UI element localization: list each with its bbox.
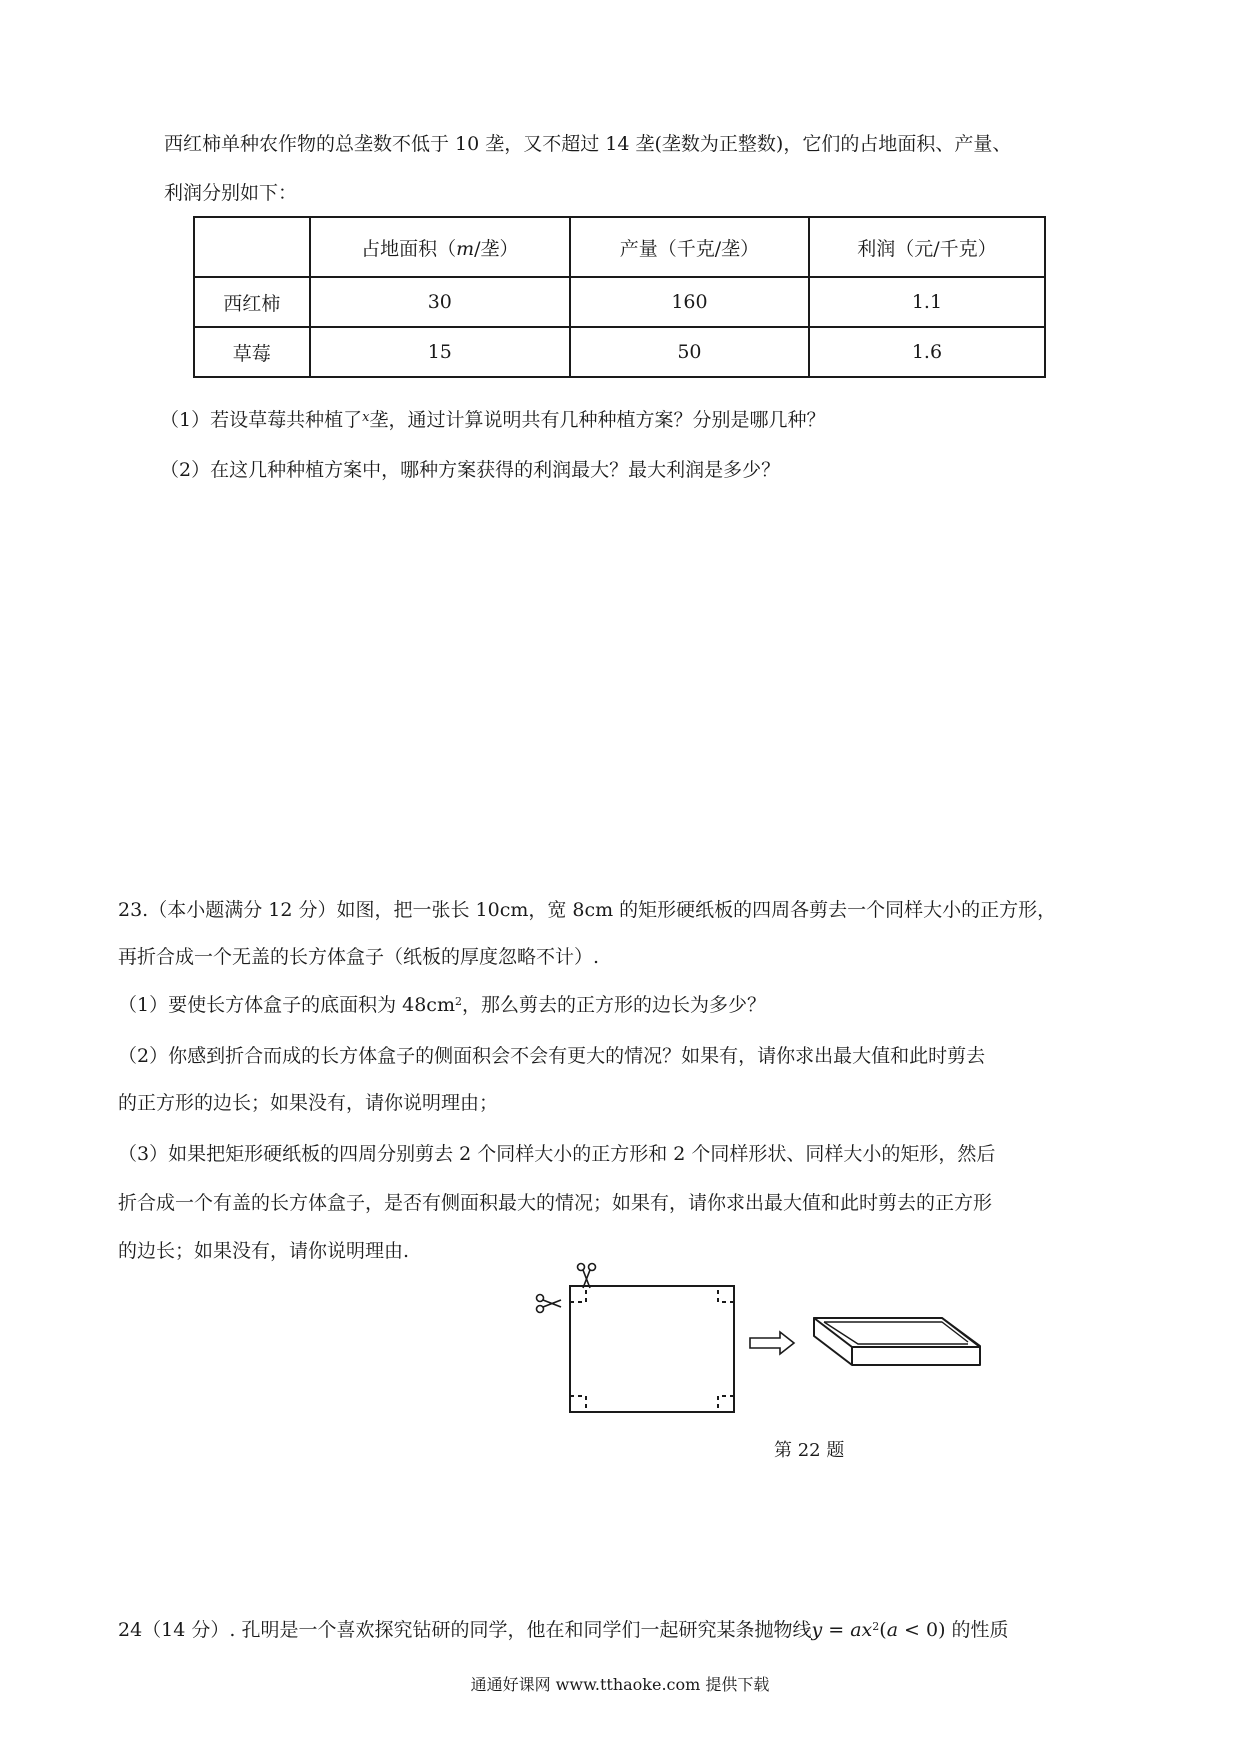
table-header-empty: [194, 217, 310, 277]
scissors-icon-top: [578, 1264, 596, 1289]
right-arrow-icon: [750, 1332, 794, 1354]
q23-sub-1-sup: 2: [454, 995, 462, 1008]
table-cell: 160: [570, 277, 809, 327]
table-row-tomato: [194, 277, 1045, 327]
table-cell: 西红柿: [194, 277, 310, 327]
q22-part-1: [160, 406, 825, 432]
q23-sub-2-line-2: 的正方形的边长；如果没有，请你说明理由；: [118, 1092, 499, 1114]
table-cell: 1.1: [809, 277, 1045, 327]
q22-part-1-post: 垄，通过计算说明共有几种种植方案？分别是哪几种？: [369, 409, 826, 431]
intro-line-2: 利润分别如下：: [164, 182, 298, 204]
q23-stem-line-2: 再折合成一个无盖的长方体盒子（纸板的厚度忽略不计）.: [118, 946, 600, 968]
box-folding-figure: [528, 1262, 1048, 1427]
q22-part-1-pre: （1）若设草莓共种植了: [160, 409, 363, 431]
table-header-profit: 利润（元/千克）: [809, 217, 1045, 277]
formula-cond-a: a: [886, 1619, 899, 1641]
formula-y: y: [811, 1619, 823, 1641]
q22-variable-x: x: [362, 410, 370, 425]
q24-stem: [118, 1618, 1009, 1642]
q23-sub-1: [118, 993, 766, 1017]
table-cell: 草莓: [194, 327, 310, 377]
open-box-drawing: [814, 1318, 980, 1365]
table-cell: 1.6: [809, 327, 1045, 377]
table-row-strawberry: [194, 327, 1045, 377]
q22-part-2: （2）在这几种种植方案中，哪种方案获得的利润最大？最大利润是多少？: [160, 459, 781, 481]
table-cell: 15: [310, 327, 570, 377]
formula-sup: 2: [872, 1620, 880, 1633]
header-area-suffix: /垄）: [474, 237, 519, 260]
q23-sub-2-line-1: （2）你感到折合而成的长方体盒子的侧面积会不会有更大的情况？如果有，请你求出最大值和此时剪去: [118, 1045, 986, 1067]
table-header-yield: 产量（千克/垄）: [570, 217, 809, 277]
q23-sub-3-line-2: 折合成一个有盖的长方体盒子，是否有侧面积最大的情况；如果有，请你求出最大值和此时剪去的正方形: [118, 1192, 993, 1214]
q23-sub-3-line-1: （3）如果把矩形硬纸板的四周分别剪去 2 个同样大小的正方形和 2 个同样形状、同样大小的矩形，然后: [118, 1143, 996, 1165]
table-header-area: [310, 217, 570, 277]
corner-cut-marks: [570, 1286, 734, 1412]
formula-paren: (: [879, 1619, 887, 1641]
q23-stem-line-1: 23.（本小题满分 12 分）如图，把一张长 10cm，宽 8cm 的矩形硬纸板的四周各剪去一个同样大小的正方形，: [118, 899, 1057, 921]
q24-stem-pre: 24（14 分）. 孔明是一个喜欢探究钻研的同学，他在和同学们一起研究某条抛物线: [118, 1619, 812, 1641]
q23-sub-1-pre: （1）要使长方体盒子的底面积为 48cm: [118, 994, 455, 1016]
table-cell: 50: [570, 327, 809, 377]
scissors-icon-left: [537, 1295, 562, 1313]
header-area-text: 占地面积（: [361, 237, 457, 260]
q23-sub-1-post: ，那么剪去的正方形的边长为多少？: [461, 994, 766, 1016]
cardboard-rectangle: [570, 1286, 734, 1412]
table-header-row: [194, 217, 1045, 277]
intro-line-1: 西红柿单种农作物的总垄数不低于 10 垄，又不超过 14 垄(垄数为正整数)，它们的占地面积、产量、: [164, 133, 1012, 155]
crop-data-table: [193, 216, 1046, 378]
q23-sub-3-line-3: 的边长；如果没有，请你说明理由.: [118, 1240, 410, 1262]
page-footer: 通通好课网 www.tthaoke.com 提供下载: [470, 1675, 770, 1694]
figure-caption: 第 22 题: [774, 1440, 845, 1461]
formula-ax: ax: [850, 1619, 873, 1641]
header-area-unit: m: [456, 237, 475, 260]
q24-stem-post: 的性质: [945, 1619, 1009, 1641]
formula-equals: =: [822, 1619, 851, 1641]
table-cell: 30: [310, 277, 570, 327]
formula-cond-rest: < 0): [898, 1619, 946, 1641]
